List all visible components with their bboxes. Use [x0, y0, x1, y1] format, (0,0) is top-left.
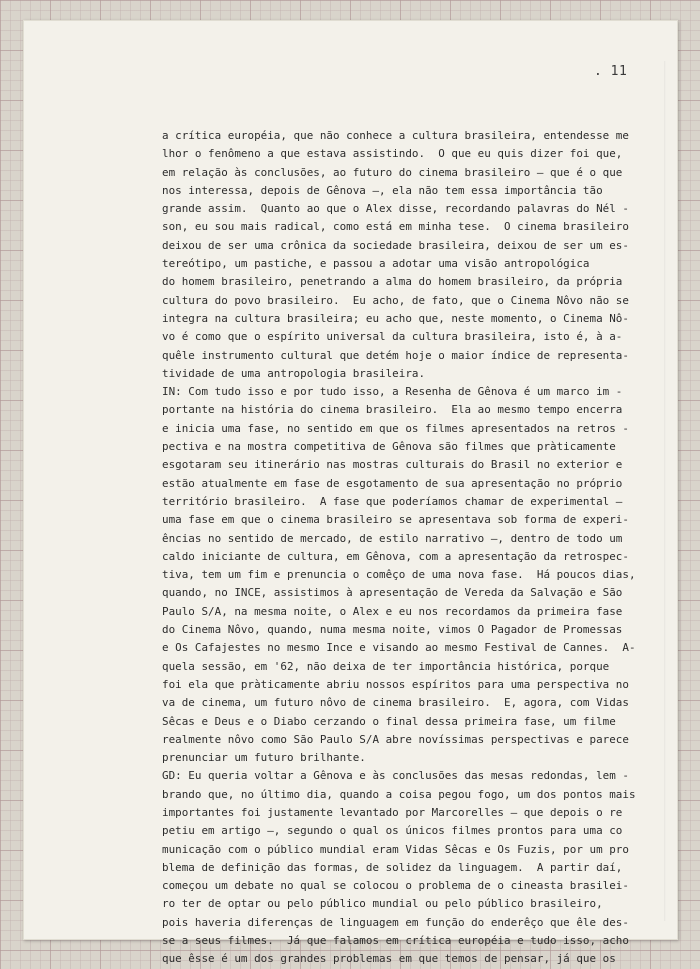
text-line: pois haveria diferenças de linguagem em função do enderêço que êle des- — [162, 915, 629, 929]
document-page — [23, 20, 678, 966]
text-line: ro ter de optar ou pelo público mundial ou pelo público brasileiro, — [162, 897, 603, 911]
text-line: Sêcas e Deus e o Diabo cerzando o final dessa primeira fase, um filme — [162, 714, 616, 728]
text-line: grande assim. Quanto ao que o Alex disse, recordando palavras do Nél - — [162, 202, 629, 216]
text-line: deixou de ser uma crônica da sociedade brasileira, deixou de ser um es- — [162, 238, 629, 252]
text-line: e inicia uma fase, no sentido em que os filmes apresentados na retros - — [162, 421, 629, 435]
text-line: cultura do povo brasileiro. Eu acho, de fato, que o Cinema Nôvo não se — [162, 293, 629, 307]
text-line: Paulo S/A, na mesma noite, o Alex e eu nos recordamos da primeira fase — [162, 604, 623, 618]
text-line: son, eu sou mais radical, como está em minha tese. O cinema brasileiro — [162, 220, 629, 234]
page-fold-shadow — [664, 61, 666, 921]
text-line: quando, no INCE, assistimos à apresentação de Vereda da Salvação e São — [162, 586, 623, 600]
text-line: tiva, tem um fim e prenuncia o comêço de uma nova fase. Há poucos dias, — [162, 568, 636, 582]
text-line: quêle instrumento cultural que detém hoje o maior índice de representa- — [162, 348, 629, 362]
text-line: do Cinema Nôvo, quando, numa mesma noite, vimos O Pagador de Promessas — [162, 623, 623, 637]
text-line: em relação às conclusões, ao futuro do cinema brasileiro — que é o que — [162, 165, 623, 179]
text-line: e Os Cafajestes no mesmo Ince e visando ao mesmo Festival de Cannes. A- — [162, 641, 636, 655]
text-line: integra na cultura brasileira; eu acho que, neste momento, o Cinema Nô- — [162, 311, 629, 325]
text-line: lhor o fenômeno a que estava assistindo. O que eu quis dizer foi que, — [162, 147, 623, 161]
text-line: municação com o público mundial eram Vidas Sêcas e Os Fuzis, por um pro — [162, 842, 629, 856]
text-line: realmente nôvo como São Paulo S/A abre novíssimas perspectivas e parece — [162, 732, 629, 746]
typewritten-text — [162, 127, 652, 969]
text-line: va de cinema, um futuro nôvo de cinema brasileiro. E, agora, com Vidas — [162, 696, 629, 710]
text-line: esgotaram seu itinerário nas mostras culturais do Brasil no exterior e — [162, 458, 623, 472]
text-line: vo é como que o espírito universal da cultura brasileira, isto é, à a- — [162, 330, 623, 344]
text-line: a crítica européia, que não conhece a cultura brasileira, entendesse me — [162, 129, 629, 142]
text-line: quela sessão, em '62, não deixa de ter importância histórica, porque — [162, 659, 610, 673]
text-line: que êsse é um dos grandes problemas em que temos de pensar, já que os — [162, 952, 616, 966]
text-line: foi ela que pràticamente abriu nossos espíritos para uma perspectiva no — [162, 677, 629, 691]
text-line: GD: Eu queria voltar a Gênova e às conclusões das mesas redondas, lem - — [162, 769, 629, 783]
text-line: petiu em artigo —, segundo o qual os únicos filmes prontos para uma co — [162, 824, 623, 838]
text-line: portante na história do cinema brasileiro. Ela ao mesmo tempo encerra — [162, 403, 623, 417]
text-line: prenunciar um futuro brilhante. — [162, 751, 366, 765]
text-line: uma fase em que o cinema brasileiro se apresentava sob forma de experi- — [162, 513, 629, 527]
text-line: ências no sentido de mercado, de estilo narrativo —, dentro de todo um — [162, 531, 623, 545]
text-line: importantes foi justamente levantado por Marcorelles — que depois o re — [162, 805, 623, 819]
page-number: . 11 — [594, 64, 628, 79]
text-line: território brasileiro. A fase que poderíamos chamar de experimental — — [162, 494, 623, 508]
text-line: IN: Com tudo isso e por tudo isso, a Resenha de Gênova é um marco im - — [162, 385, 623, 399]
text-line: do homem brasileiro, penetrando a alma do homem brasileiro, da própria — [162, 275, 623, 289]
text-line: começou um debate no qual se colocou o problema de o cineasta brasilei- — [162, 879, 629, 893]
text-line: pectiva e na mostra competitiva de Gênova são filmes que pràticamente — [162, 440, 616, 454]
text-line: blema de definição das formas, de solidez da linguagem. A partir daí, — [162, 860, 623, 874]
text-line: se a seus filmes. Já que falamos em crítica européia e tudo isso, acho — [162, 934, 629, 948]
text-line: caldo iniciante de cultura, em Gênova, com a apresentação da retrospec- — [162, 549, 629, 563]
text-line: tereótipo, um pastiche, e passou a adotar uma visão antropológica — [162, 257, 590, 271]
text-line: estão atualmente em fase de esgotamento de sua apresentação no próprio — [162, 476, 623, 490]
text-line: brando que, no último dia, quando a coisa pegou fogo, um dos pontos mais — [162, 787, 636, 801]
text-line: nos interessa, depois de Gênova —, ela não tem essa importância tão — [162, 183, 603, 197]
text-line: tividade de uma antropologia brasileira. — [162, 366, 426, 380]
